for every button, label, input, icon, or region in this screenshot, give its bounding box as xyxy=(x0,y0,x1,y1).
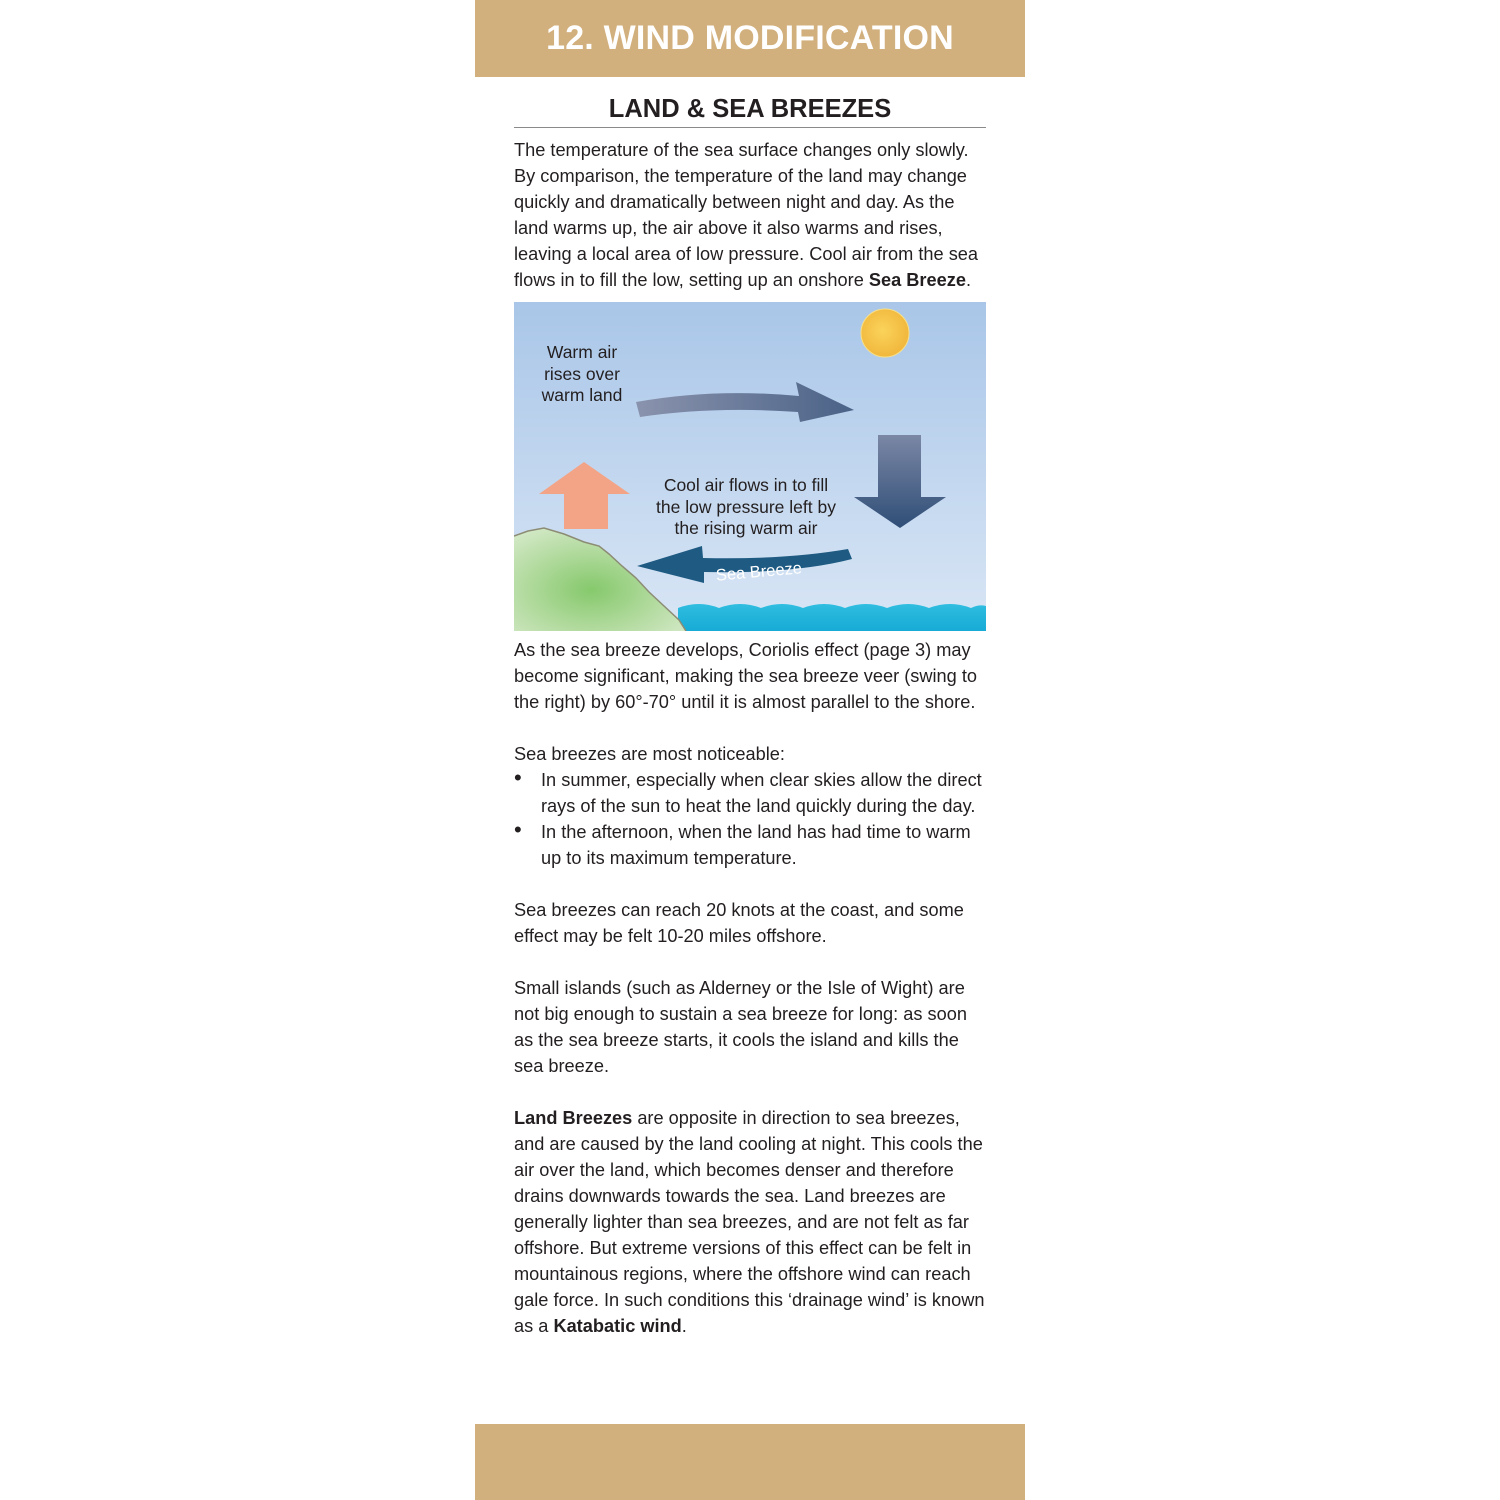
islands-paragraph: Small islands (such as Alderney or the Isle of Wight) are not big enough to sustain a sea breeze for long: as soon as the sea breeze starts, it cools the island and kills the sea breeze. xyxy=(514,978,967,1076)
strength-paragraph: Sea breezes can reach 20 knots at the coast, and some effect may be felt 10-20 miles offshore. xyxy=(514,900,964,946)
noticeable-list xyxy=(514,767,986,871)
land-breezes-paragraph: Land Breezes are opposite in direction to sea breezes, and are caused by the land cooling at night. This cools the air over the land, which becomes denser and therefore drains downwards towards the sea. Land breezes are generally lighter than sea breezes, and are not felt as far offshore. But extreme versions of this effect can be felt in mountainous regions, where the offshore wind can reach gale force. In such conditions this ‘drainage wind’ is known as a Katabatic wind. xyxy=(514,1108,985,1336)
footer-band xyxy=(475,1424,1025,1500)
intro-paragraph: The temperature of the sea surface changes only slowly. By comparison, the temperature of the land may change quickly and dramatically between night and day. As the land warms up, the air above it also warms and rises, leaving a local area of low pressure. Cool air from the sea flows in to fill the low, setting up an onshore Sea Breeze. xyxy=(514,140,979,290)
cool-air-label: Cool air flows in to fill the low pressure left by the rising warm air xyxy=(656,475,836,538)
sea-breeze-label: Sea Breeze xyxy=(715,559,803,585)
sea-breeze-diagram xyxy=(514,302,986,631)
sun-icon xyxy=(861,309,909,357)
land-breezes-term: Land Breezes xyxy=(514,1108,633,1128)
page-card xyxy=(475,0,1025,1500)
sea-breeze-term: Sea Breeze xyxy=(868,270,966,290)
page-content xyxy=(514,95,986,1339)
chapter-title: 12. WIND MODIFICATION xyxy=(546,19,954,57)
coriolis-paragraph: As the sea breeze develops, Coriolis effect (page 3) may become significant, making the sea breeze veer (swing to the right) by 60°-70° until it is almost parallel to the shore. xyxy=(514,640,978,712)
list-item: • In the afternoon, when the land has had time to warm up to its maximum temperature. xyxy=(514,819,986,871)
section-title: LAND & SEA BREEZES xyxy=(514,95,986,128)
katabatic-wind-term: Katabatic wind xyxy=(553,1316,682,1336)
chapter-header xyxy=(475,0,1025,77)
noticeable-intro: Sea breezes are most noticeable: xyxy=(514,744,785,764)
sea xyxy=(678,604,986,631)
list-item: • In summer, especially when clear skies allow the direct rays of the sun to heat the land quickly during the day. xyxy=(514,767,986,819)
warm-air-label: Warm air rises over warm land xyxy=(541,342,623,405)
